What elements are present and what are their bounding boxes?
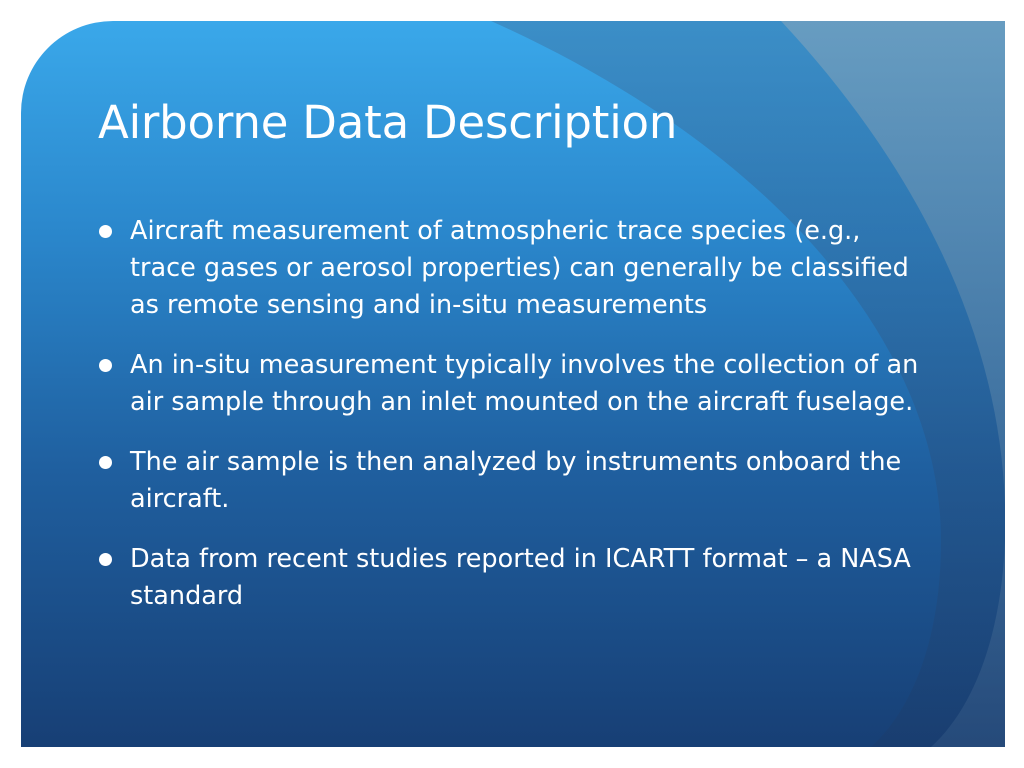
slide-title: Airborne Data Description <box>98 96 678 149</box>
bullet-item <box>98 347 928 421</box>
bullet-text: Data from recent studies reported in ICARTT format – a NASA standard <box>130 544 911 611</box>
bullet-icon <box>99 225 112 238</box>
bullet-text: An in-situ measurement typically involves the collection of an air sample through an inlet mounted on the aircraft fuselage. <box>130 350 919 417</box>
bullet-item <box>98 444 928 518</box>
bullet-icon <box>99 359 112 372</box>
bullet-item <box>98 541 928 615</box>
slide <box>21 21 1005 747</box>
bullet-text: The air sample is then analyzed by instruments onboard the aircraft. <box>130 447 902 514</box>
bullet-icon <box>99 456 112 469</box>
bullet-item <box>98 213 928 324</box>
bullet-list <box>98 213 928 638</box>
bullet-text: Aircraft measurement of atmospheric trace species (e.g., trace gases or aerosol properties) can generally be classified as remote sensing and in-situ measurements <box>130 216 909 320</box>
bullet-icon <box>99 553 112 566</box>
